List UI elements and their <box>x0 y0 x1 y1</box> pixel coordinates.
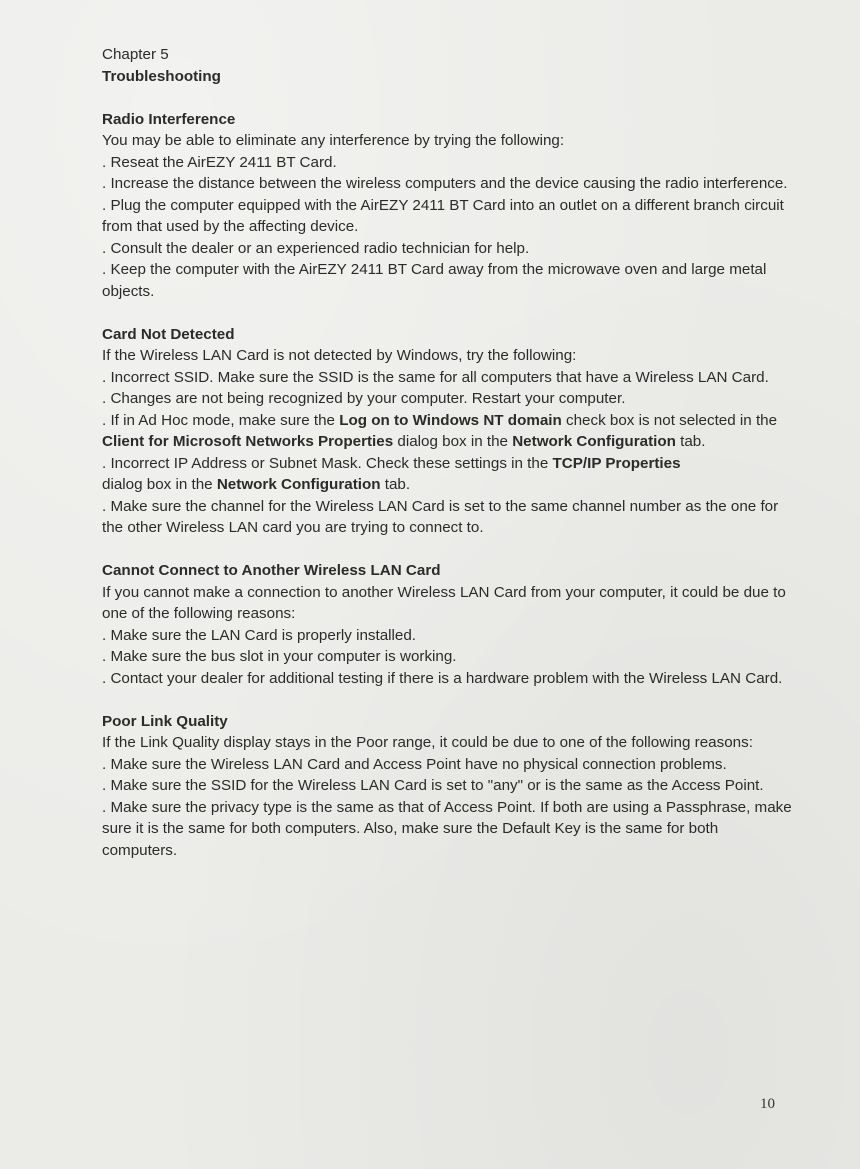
ui-term: Client for Microsoft Networks Properties <box>102 433 394 450</box>
text-run: . Incorrect IP Address or Subnet Mask. Check these settings in the <box>102 454 553 472</box>
list-item: . Incorrect SSID. Make sure the SSID is the same for all computers that have a Wireless LAN Card. <box>102 368 769 386</box>
text-run: dialog box in the <box>102 476 217 493</box>
list-item: . Changes are not being recognized by your computer. Restart your computer. <box>102 390 626 407</box>
section-title: Radio Interference <box>102 110 236 128</box>
section-intro: You may be able to eliminate any interference by trying the following: <box>102 132 565 149</box>
list-item: . Contact your dealer for additional testing if there is a hardware problem with the Wireless LAN Card. <box>102 669 783 687</box>
list-item: . Make sure the LAN Card is properly installed. <box>102 626 417 644</box>
text-run: tab. <box>380 476 411 493</box>
section-title: Card Not Detected <box>102 325 235 343</box>
section-intro: If the Wireless LAN Card is not detected by Windows, try the following: <box>102 347 577 364</box>
section-intro: If you cannot make a connection to another Wireless LAN Card from your computer, it could be due to one of the following reasons: <box>102 583 786 622</box>
list-item: . Keep the computer with the AirEZY 2411 BT Card away from the microwave oven and large metal objects. <box>102 261 767 300</box>
list-item: . Make sure the SSID for the Wireless LAN Card is set to "any" or is the same as the Access Point. <box>102 777 764 794</box>
list-item: . Make sure the bus slot in your computer is working. <box>102 648 457 665</box>
list-item: . Make sure the channel for the Wireless LAN Card is set to the same channel number as the one for the other Wireless LAN card you are trying to connect to. <box>102 497 779 536</box>
list-item: . Increase the distance between the wireless computers and the device causing the radio interference. <box>102 175 788 192</box>
text-run: . If in Ad Hoc mode, make sure the <box>102 411 340 429</box>
list-item: . Make sure the Wireless LAN Card and Access Point have no physical connection problems. <box>102 755 727 773</box>
list-item: . Plug the computer equipped with the AirEZY 2411 BT Card into an outlet on a different branch circuit from that used by the affecting device. <box>102 196 784 235</box>
ui-term: Network Configuration <box>512 433 676 450</box>
text-run: check box is not selected in the <box>561 411 778 429</box>
list-item: . Make sure the privacy type is the same as that of Access Point. If both are using a Passphrase, make sure it is the same for both computers. Also, make sure the Default Key is the same for both computers. <box>102 798 792 859</box>
ui-term: Log on to Windows NT domain <box>339 411 562 429</box>
page-content <box>102 44 792 861</box>
text-run: dialog box in the <box>393 433 513 450</box>
section-intro: If the Link Quality display stays in the Poor range, it could be due to one of the following reasons: <box>102 734 753 751</box>
list-item <box>102 453 792 496</box>
list-item: . Consult the dealer or an experienced radio technician for help. <box>102 239 530 257</box>
page-number: 10 <box>760 1096 775 1112</box>
section-title: Poor Link Quality <box>102 712 228 730</box>
ui-term: Network Configuration <box>216 476 381 493</box>
chapter-label: Chapter 5 <box>102 46 169 63</box>
section-radio-interference <box>102 109 792 303</box>
section-cannot-connect <box>102 560 792 689</box>
chapter-title: Troubleshooting <box>102 67 221 85</box>
section-card-not-detected <box>102 324 792 539</box>
section-title: Cannot Connect to Another Wireless LAN Card <box>102 562 441 579</box>
list-item <box>102 410 792 453</box>
list-item: . Reseat the AirEZY 2411 BT Card. <box>102 153 337 171</box>
text-run: tab. <box>675 433 706 450</box>
ui-term: TCP/IP Properties <box>552 454 681 472</box>
section-poor-link-quality <box>102 711 792 862</box>
